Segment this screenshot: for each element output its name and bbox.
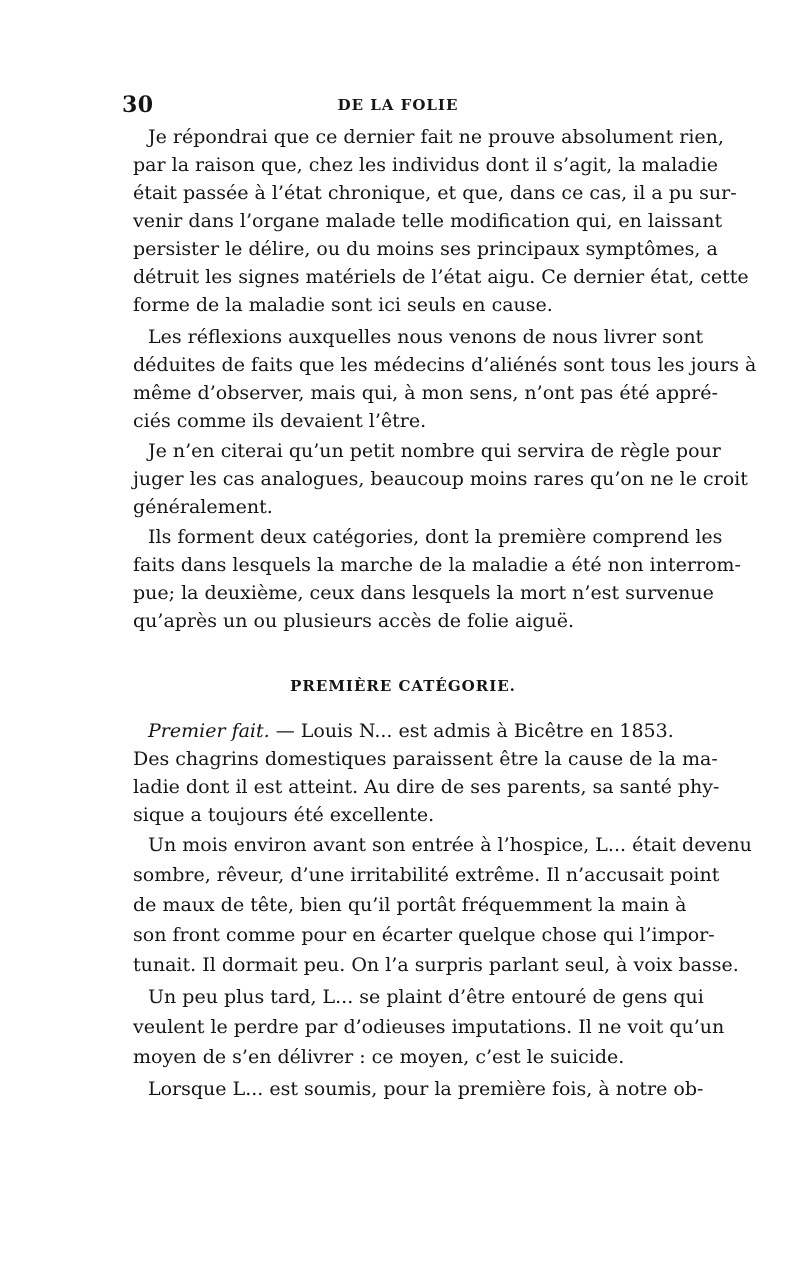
running-head: DE LA FOLIE bbox=[337, 96, 459, 114]
text-line: ciés comme ils devaient l’être. bbox=[133, 410, 427, 432]
text-line: son front comme pour en écarter quelque chose qui l’impor- bbox=[133, 924, 715, 946]
page-header bbox=[122, 92, 674, 122]
text-line: Les réflexions auxquelles nous venons de nous livrer sont bbox=[148, 326, 704, 348]
text-line: faits dans lesquels la marche de la maladie a été non interrom- bbox=[133, 554, 741, 576]
case-intro: — Louis N... est admis à Bicêtre en 1853. bbox=[269, 720, 674, 742]
page-number: 30 bbox=[122, 92, 154, 118]
text-line bbox=[148, 718, 673, 744]
text-line: Un peu plus tard, L... se plaint d’être entouré de gens qui bbox=[148, 986, 704, 1008]
text-line: ladie dont il est atteint. Au dire de ses parents, sa santé phy- bbox=[133, 776, 720, 798]
text-line: venir dans l’organe malade telle modification qui, en laissant bbox=[133, 210, 723, 232]
text-line: Lorsque L... est soumis, pour la première fois, à notre ob- bbox=[148, 1078, 704, 1100]
text-line: pue; la deuxième, ceux dans lesquels la mort n’est survenue bbox=[133, 582, 714, 604]
text-line: était passée à l’état chronique, et que, dans ce cas, il a pu sur- bbox=[133, 182, 737, 204]
text-line: par la raison que, chez les individus dont il s’agit, la maladie bbox=[133, 154, 719, 176]
case-title: Premier fait. bbox=[148, 720, 270, 742]
text-line: forme de la maladie sont ici seuls en cause. bbox=[133, 294, 553, 316]
text-line: veulent le perdre par d’odieuses imputations. Il ne voit qu’un bbox=[133, 1016, 725, 1038]
section-title: PREMIÈRE CATÉGORIE. bbox=[290, 677, 516, 695]
text-line: détruit les signes matériels de l’état aigu. Ce dernier état, cette bbox=[133, 266, 749, 288]
text-line: même d’observer, mais qui, à mon sens, n’ont pas été appré- bbox=[133, 382, 718, 404]
text-line: sombre, rêveur, d’une irritabilité extrême. Il n’accusait point bbox=[133, 864, 720, 886]
text-line: Je répondrai que ce dernier fait ne prouve absolument rien, bbox=[148, 126, 724, 148]
text-line: de maux de tête, bien qu’il portât fréquemment la main à bbox=[133, 894, 687, 916]
text-line: généralement. bbox=[133, 496, 273, 518]
text-line: qu’après un ou plusieurs accès de folie aiguë. bbox=[133, 610, 575, 632]
text-line: Je n’en citerai qu’un petit nombre qui servira de règle pour bbox=[148, 440, 721, 462]
text-line: sique a toujours été excellente. bbox=[133, 804, 435, 826]
text-line: juger les cas analogues, beaucoup moins rares qu’on ne le croit bbox=[133, 468, 748, 490]
text-line: Des chagrins domestiques paraissent être la cause de la ma- bbox=[133, 748, 718, 770]
text-line: moyen de s’en délivrer : ce moyen, c’est le suicide. bbox=[133, 1046, 625, 1068]
text-line: persister le délire, ou du moins ses principaux symptômes, a bbox=[133, 238, 718, 260]
text-line: déduites de faits que les médecins d’aliénés sont tous les jours à bbox=[133, 354, 757, 376]
text-line: tunait. Il dormait peu. On l’a surpris parlant seul, à voix basse. bbox=[133, 954, 739, 976]
text-line: Ils forment deux catégories, dont la première comprend les bbox=[148, 526, 723, 548]
text-line: Un mois environ avant son entrée à l’hospice, L... était devenu bbox=[148, 834, 752, 856]
